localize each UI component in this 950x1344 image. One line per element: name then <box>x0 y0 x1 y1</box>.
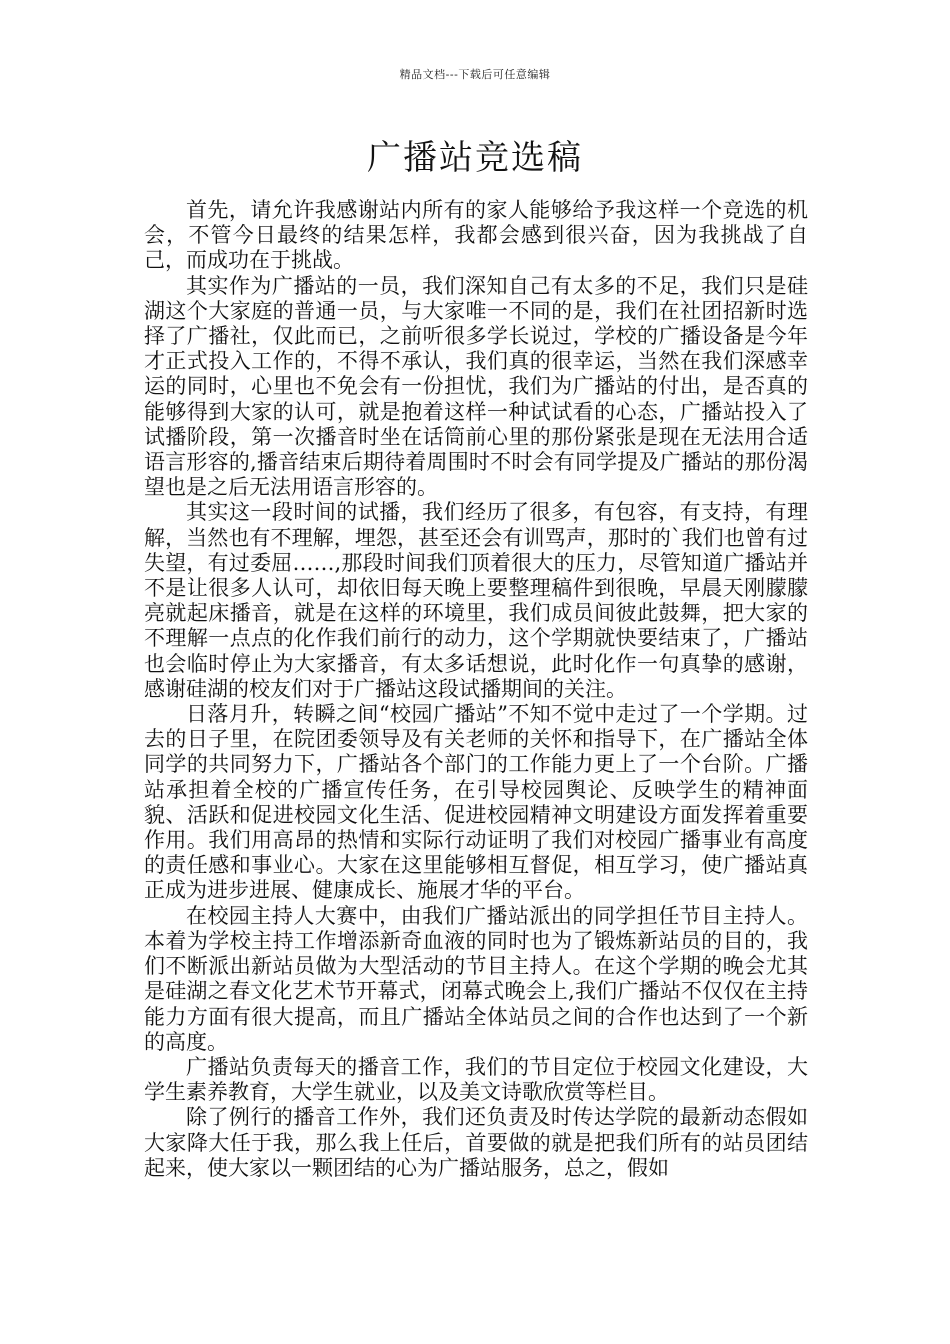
page-header: 精品文档---下载后可任意编辑 <box>399 68 551 81</box>
paragraph: 其实作为广播站的一员，我们深知自己有太多的不足，我们只是硅湖这个大家庭的普通一员，与大家唯一不同的是，我们在社团招新时选择了广播社，仅此而已，之前听很多学长说过，学校的广播设备是今年才正式投入工作的，不得不承认，我们真的很幸运，当然在我们深感幸运的同时，心里也不免会有一份担忧，我们为广播站的付出，是否真的能够得到大家的认可，就是抱着这样一种试试看的心态，广播站投入了试播阶段，第一次播音时坐在话筒前心里的那份紧张是现在无法用合适语言形容的,播音结束后期待着周围时不时会有同学提及广播站的那份渴望也是之后无法用语言形容的。 <box>144 273 808 500</box>
document-title: 广播站竞选稿 <box>367 138 583 178</box>
paragraph: 广播站负责每天的播音工作，我们的节目定位于校园文化建设，大学生素养教育，大学生就业，以及美文诗歌欣赏等栏目。 <box>144 1054 808 1105</box>
paragraph: 在校园主持人大赛中，由我们广播站派出的同学担任节目主持人。本着为学校主持工作增添新奇血液的同时也为了锻炼新站员的目的，我们不断派出新站员做为大型活动的节目主持人。在这个学期的晚会尤其是硅湖之春文化艺术节开幕式，闭幕式晚会上,我们广播站不仅仅在主持能力方面有很大提高，而且广播站全体站员之间的合作也达到了一个新的高度。 <box>144 903 808 1054</box>
paragraph: 除了例行的播音工作外，我们还负责及时传达学院的最新动态假如大家降大任于我，那么我上任后，首要做的就是把我们所有的站员团结起来，使大家以一颗团结的心为广播站服务，总之，假如 <box>144 1105 808 1180</box>
paragraph: 日落月升，转瞬之间“校园广播站”不知不觉中走过了一个学期。过去的日子里，在院团委领导及有关老师的关怀和指导下，在广播站全体同学的共同努力下，广播站各个部门的工作能力更上了一个台阶。广播站承担着全校的广播宣传任务，在引导校园舆论、反映学生的精神面貌、活跃和促进校园文化生活、促进校园精神文明建设方面发挥着重要作用。我们用高昂的热情和实际行动证明了我们对校园广播事业有高度的责任感和事业心。大家在这里能够相互督促，相互学习，使广播站真正成为进步进展、健康成长、施展才华的平台。 <box>144 702 808 903</box>
paragraph: 其实这一段时间的试播，我们经历了很多，有包容，有支持，有理解，当然也有不理解，埋怨，甚至还会有训骂声，那时的`我们也曾有过失望，有过委屈……,那段时间我们顶着很大的压力，尽管知道广播站并不是让很多人认可，却依旧每天晚上要整理稿件到很晚，早晨天刚朦朦亮就起床播音，就是在这样的环境里，我们成员间彼此鼓舞，把大家的不理解一点点的化作我们前行的动力，这个学期就快要结束了，广播站也会临时停止为大家播音，有太多话想说，此时化作一句真挚的感谢，感谢硅湖的校友们对于广播站这段试播期间的关注。 <box>144 500 808 701</box>
paragraph: 首先，请允许我感谢站内所有的家人能够给予我这样一个竞选的机会，不管今日最终的结果怎样，我都会感到很兴奋，因为我挑战了自己，而成功在于挑战。 <box>144 198 808 273</box>
document-body <box>144 198 808 1181</box>
